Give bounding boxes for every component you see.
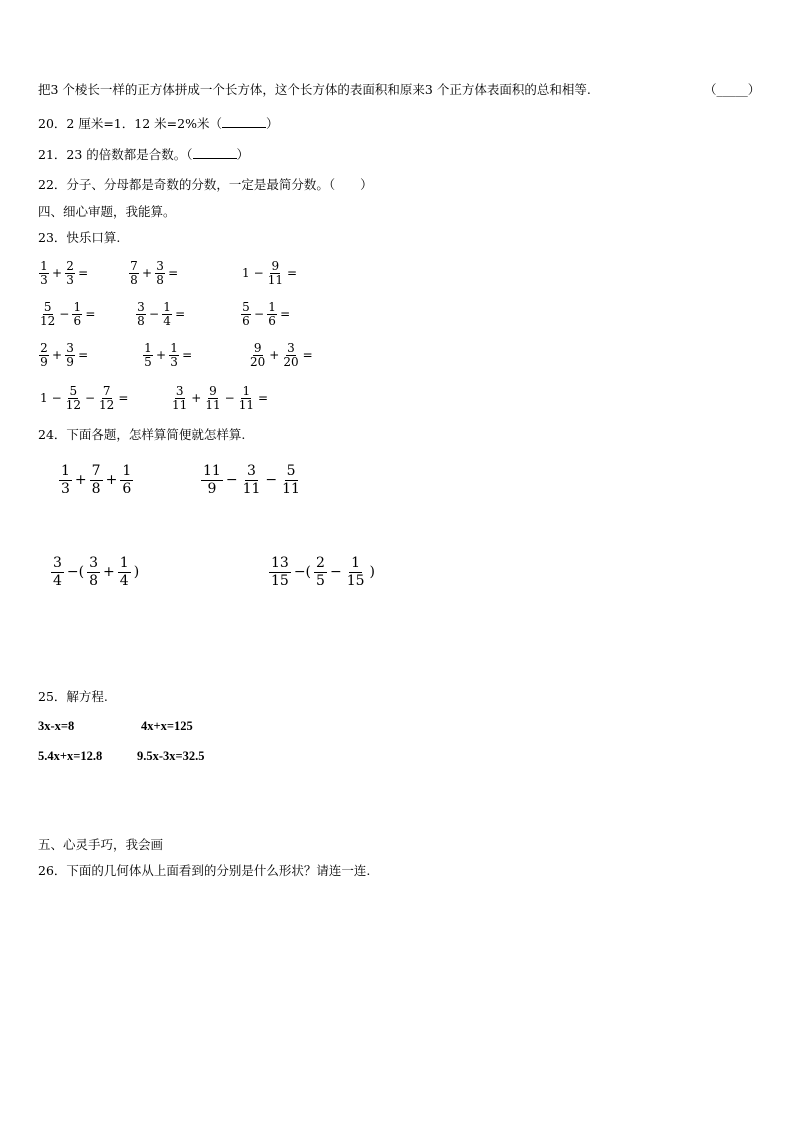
numerator: 1	[268, 299, 276, 314]
denominator: 11	[242, 480, 261, 497]
fraction	[98, 385, 115, 412]
operator: −	[224, 391, 235, 405]
q23-expression	[240, 258, 299, 288]
operator: −	[265, 472, 278, 488]
denominator: 8	[156, 272, 164, 287]
numerator: 7	[91, 462, 101, 479]
numerator: 2	[316, 554, 325, 571]
q23-expression	[128, 258, 180, 288]
fraction	[39, 260, 49, 287]
operator: +	[142, 266, 153, 280]
numerator: 1	[40, 258, 48, 273]
operator: +	[105, 472, 118, 488]
operator: =	[168, 266, 179, 280]
numerator: 1	[122, 462, 132, 479]
denominator: 9	[66, 354, 74, 369]
fraction	[65, 260, 75, 287]
numerator: 3	[53, 554, 62, 571]
q23-expression	[38, 258, 90, 288]
fraction	[120, 463, 133, 498]
equation: 3x-x=8	[38, 719, 75, 733]
denominator: 4	[119, 572, 129, 589]
operator: =	[286, 266, 298, 280]
denominator: 6	[122, 480, 132, 497]
numerator: 1	[170, 340, 178, 355]
q22-line	[38, 177, 373, 193]
q20-text: 20．2 厘米=1．12 米=2%米（	[38, 116, 222, 131]
q22-text: 22．分子、分母都是奇数的分数，一定是最简分数。（ ）	[38, 177, 373, 192]
operator: =	[302, 348, 313, 362]
denominator: 9	[40, 354, 48, 369]
fraction	[204, 385, 221, 412]
numerator: 1	[73, 299, 82, 314]
numerator: 7	[102, 383, 111, 398]
denominator: 8	[91, 480, 101, 497]
fraction	[155, 260, 165, 287]
q21-close: ）	[236, 147, 250, 162]
denominator: 3	[40, 272, 48, 287]
fraction	[201, 463, 223, 498]
fraction	[169, 342, 179, 369]
q19-text: 把3 个棱长一样的正方体拼成一个长方体，这个长方体的表面积和原来3 个正方体表面积的总和相等.	[38, 82, 591, 97]
operator: −(	[293, 564, 312, 580]
q23-expression	[38, 299, 97, 329]
numerator: 1	[61, 462, 70, 479]
denominator: 3	[61, 480, 70, 497]
denominator: 11	[205, 397, 221, 412]
operator: =	[85, 307, 96, 321]
fraction	[282, 342, 299, 369]
q26-title: 26．下面的几何体从上面看到的分别是什么形状？请连一连.	[38, 863, 371, 878]
denominator: 15	[346, 572, 365, 589]
operator: −	[51, 391, 62, 405]
fraction	[143, 342, 153, 369]
fraction	[65, 342, 75, 369]
numerator: 9	[209, 383, 217, 398]
fraction	[269, 555, 291, 590]
operator: =	[78, 266, 89, 280]
q23-expression	[135, 299, 187, 329]
denominator: 11	[238, 397, 254, 412]
q24-title: 24．下面各题，怎样算简便就怎样算.	[38, 427, 246, 442]
denominator: 6	[268, 313, 276, 328]
fraction	[249, 342, 266, 369]
numerator: 3	[137, 299, 145, 314]
denominator: 11	[267, 272, 283, 287]
operator: +	[52, 266, 63, 280]
operator: =	[280, 307, 291, 321]
denominator: 8	[130, 272, 138, 287]
operator: −	[149, 307, 160, 321]
operator: +	[269, 348, 280, 362]
operator: =	[175, 307, 186, 321]
numerator: 3	[66, 340, 74, 355]
operator: −	[254, 307, 265, 321]
q21-blank[interactable]	[193, 158, 237, 159]
numerator: 11	[203, 462, 221, 479]
fraction	[267, 260, 284, 287]
operator: +	[191, 391, 202, 405]
numerator: 2	[40, 340, 48, 355]
equation: 9.5x-3x=32.5	[137, 749, 205, 763]
fraction	[59, 463, 72, 498]
denominator: 12	[40, 313, 56, 328]
operator: )	[369, 564, 375, 580]
operator: −	[84, 391, 96, 405]
denominator: 8	[89, 572, 99, 589]
denominator: 4	[53, 572, 62, 589]
denominator: 3	[66, 272, 74, 287]
operator: −	[253, 266, 264, 280]
section5-title: 五、心灵手巧，我会画	[38, 837, 164, 852]
operator: −	[225, 472, 238, 488]
fraction	[39, 342, 49, 369]
q23-expression	[38, 383, 130, 413]
numerator: 1	[144, 340, 152, 355]
numerator: 9	[271, 258, 280, 273]
operator: +	[103, 564, 115, 580]
operator: =	[118, 391, 129, 405]
q20-line	[38, 116, 278, 132]
denominator: 11	[282, 480, 300, 497]
fraction	[39, 301, 56, 328]
fraction	[171, 385, 188, 412]
numerator: 1	[119, 554, 129, 571]
denominator: 12	[99, 397, 115, 412]
numerator: 3	[175, 383, 184, 398]
denominator: 6	[73, 313, 82, 328]
q25-title: 25．解方程.	[38, 689, 108, 704]
denominator: 9	[207, 480, 217, 497]
fraction	[118, 555, 131, 590]
fraction	[51, 555, 64, 590]
operator: +	[74, 472, 87, 488]
operator: =	[182, 348, 193, 362]
q23-expression	[170, 383, 270, 413]
denominator: 4	[163, 313, 171, 328]
q20-blank[interactable]	[222, 127, 266, 128]
q21-text: 21．23 的倍数都是合数。（	[38, 147, 193, 162]
fraction	[241, 301, 251, 328]
denominator: 12	[65, 397, 81, 412]
operator: +	[52, 348, 63, 362]
operator: −	[329, 564, 342, 580]
denominator: 11	[172, 397, 188, 412]
denominator: 5	[144, 354, 152, 369]
fraction	[90, 463, 103, 498]
numerator: 3	[247, 462, 256, 479]
q24-expression	[200, 460, 303, 500]
operator: −(	[66, 564, 85, 580]
q23-expression	[142, 340, 194, 370]
denominator: 15	[271, 572, 289, 589]
numerator: 3	[156, 258, 164, 273]
numerator: 13	[271, 554, 289, 571]
numerator: 3	[89, 554, 99, 571]
numerator: 1	[351, 554, 361, 571]
fraction	[345, 555, 367, 590]
numerator: 5	[69, 383, 78, 398]
fraction	[267, 301, 277, 328]
fraction	[129, 260, 139, 287]
q19-answer[interactable]: （_____）	[704, 82, 761, 97]
numerator: 7	[130, 258, 138, 273]
q21-line	[38, 147, 249, 163]
operator: +	[156, 348, 167, 362]
operator: =	[78, 348, 89, 362]
denominator: 20	[283, 354, 299, 369]
denominator: 5	[316, 572, 325, 589]
fraction	[136, 301, 146, 328]
numerator: 5	[43, 299, 52, 314]
denominator: 20	[250, 354, 266, 369]
fraction	[162, 301, 172, 328]
operator: =	[257, 391, 269, 405]
operator: 1	[242, 266, 250, 280]
section4-title: 四、细心审题，我能算。	[38, 204, 176, 219]
numerator: 5	[286, 462, 296, 479]
fraction	[65, 385, 82, 412]
q24-expression	[58, 460, 134, 500]
q23-title: 23．快乐口算.	[38, 230, 121, 245]
fraction	[280, 463, 302, 498]
numerator: 3	[287, 340, 295, 355]
q19-line	[38, 82, 591, 98]
operator: −	[59, 307, 70, 321]
q23-expression	[248, 340, 315, 370]
fraction	[314, 555, 327, 590]
numerator: 2	[66, 258, 74, 273]
denominator: 8	[137, 313, 145, 328]
numerator: 1	[242, 383, 251, 398]
fraction	[72, 301, 82, 328]
q24-expression	[268, 552, 377, 592]
denominator: 6	[242, 313, 250, 328]
fraction	[238, 385, 255, 412]
operator: 1	[40, 391, 48, 405]
numerator: 9	[253, 340, 262, 355]
q23-expression	[240, 299, 292, 329]
q23-expression	[38, 340, 90, 370]
fraction	[87, 555, 100, 590]
numerator: 1	[163, 299, 171, 314]
fraction	[241, 463, 263, 498]
denominator: 3	[170, 354, 178, 369]
numerator: 5	[242, 299, 250, 314]
equation: 4x+x=125	[141, 719, 193, 733]
operator: )	[133, 564, 140, 580]
q24-expression	[50, 552, 141, 592]
equation: 5.4x+x=12.8	[38, 749, 103, 763]
q20-close: ）	[265, 116, 279, 131]
